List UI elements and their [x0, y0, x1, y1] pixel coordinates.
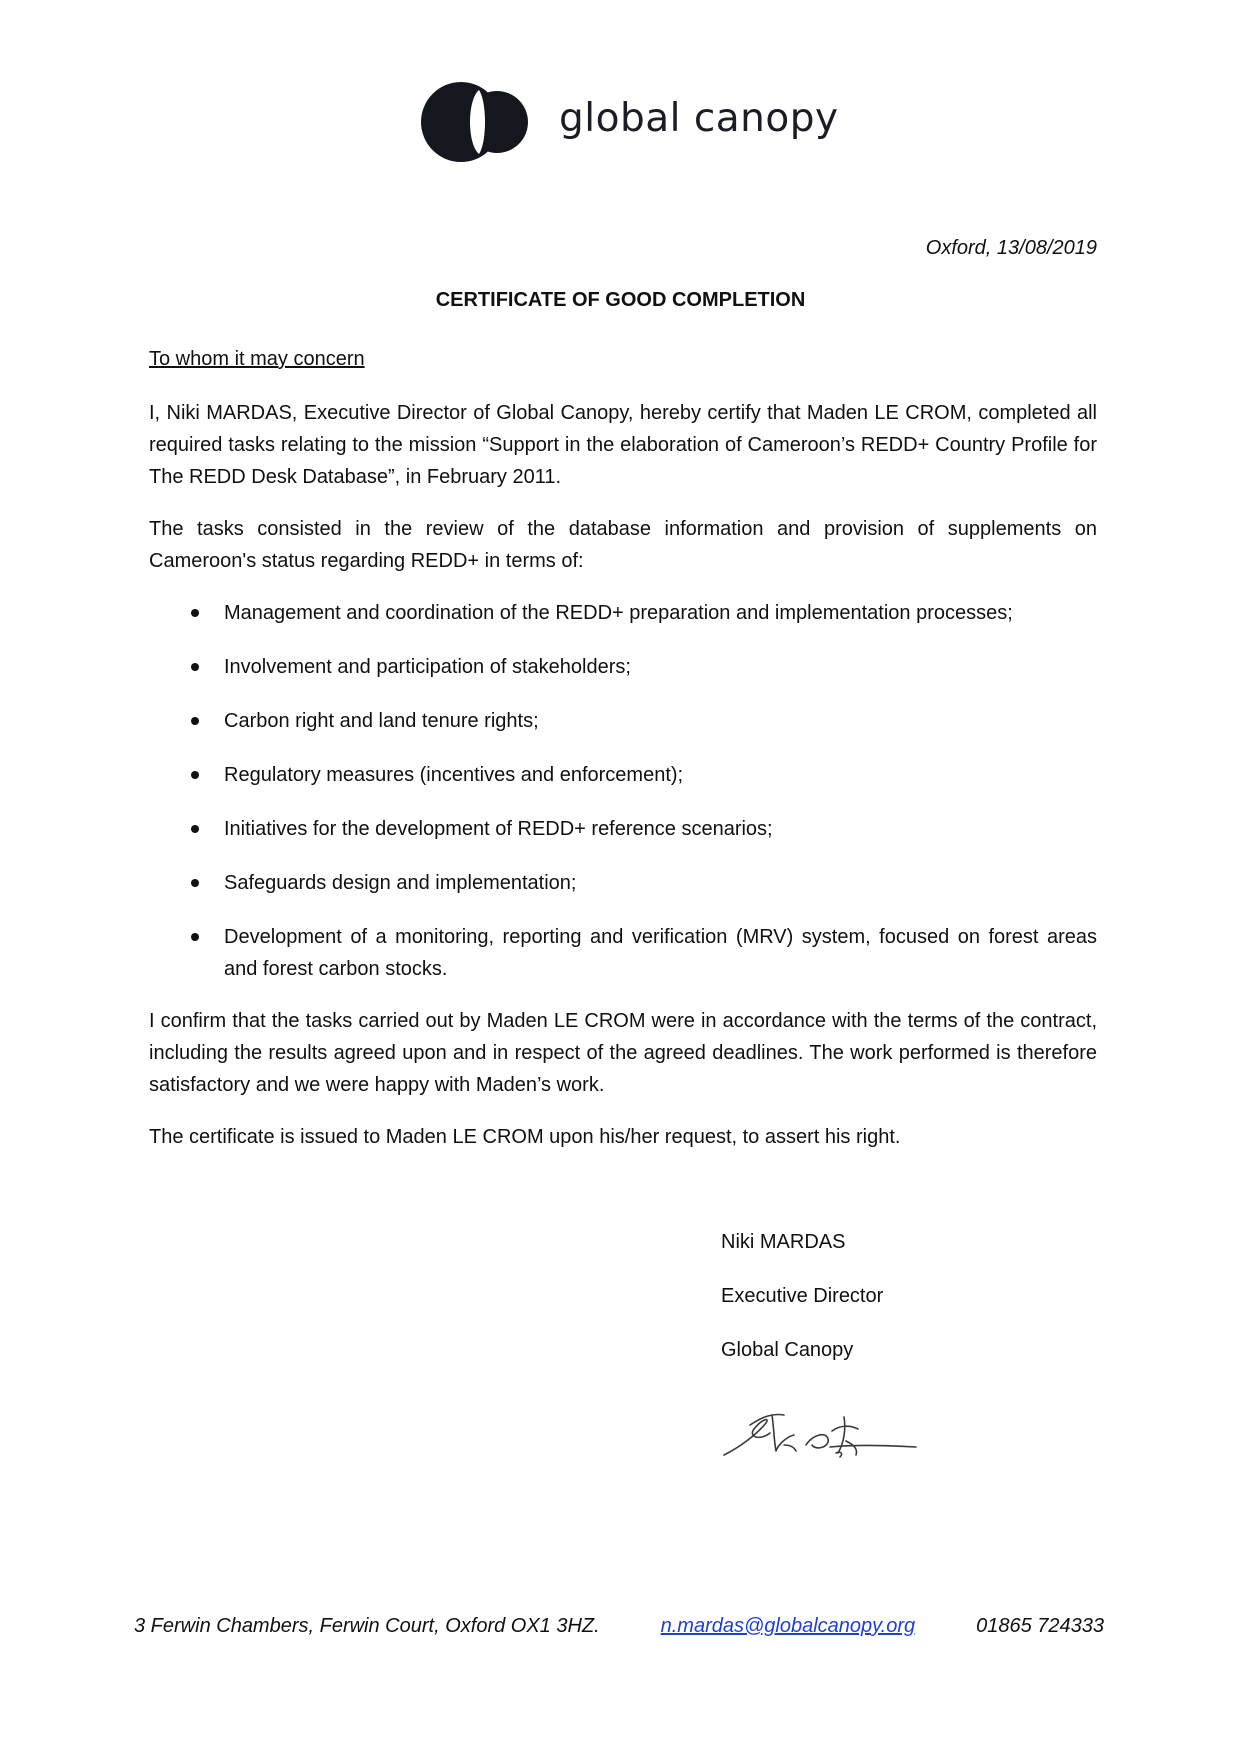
- letter-footer: [134, 1615, 1104, 1638]
- list-item: Management and coordination of the REDD+ preparation and implementation processes;: [149, 597, 1097, 629]
- list-item: Initiatives for the development of REDD+ reference scenarios;: [149, 813, 1097, 845]
- certificate-title: CERTIFICATE OF GOOD COMPLETION: [435, 289, 806, 311]
- signatory-organization: Global Canopy: [721, 1339, 854, 1361]
- tasks-list: [149, 597, 1097, 1007]
- list-item: Safeguards design and implementation;: [149, 867, 1097, 899]
- footer-email-link[interactable]: n.mardas@globalcanopy.org: [660, 1615, 916, 1637]
- logo-wordmark: global canopy: [559, 95, 839, 141]
- confirmation-paragraph: I confirm that the tasks carried out by Maden LE CROM were in accordance with the terms of the contract, including the results agreed upon and in respect of the agreed deadlines. The work performed is therefore satisfactory and we were happy with Maden’s work.: [149, 1010, 1097, 1096]
- list-item: Development of a monitoring, reporting and verification (MRV) system, focused on forest areas and forest carbon stocks.: [149, 921, 1097, 985]
- intro-paragraph: I, Niki MARDAS, Executive Director of Global Canopy, hereby certify that Maden LE CROM, completed all required tasks relating to the mission “Support in the elaboration of Cameroon’s REDD+ Country Profile for The REDD Desk Database”, in February 2011.: [149, 402, 1097, 488]
- issued-paragraph: The certificate is issued to Maden LE CROM upon his/her request, to assert his right.: [149, 1126, 901, 1148]
- list-item: Carbon right and land tenure rights;: [149, 705, 1097, 737]
- signatory-block: [721, 1226, 883, 1388]
- organization-logo: [421, 80, 839, 164]
- signatory-name: Niki MARDAS: [721, 1231, 846, 1253]
- list-item: Regulatory measures (incentives and enforcement);: [149, 759, 1097, 791]
- tasks-intro-paragraph: The tasks consisted in the review of the database information and provision of supplements on Cameroon's status regarding REDD+ in terms of:: [149, 518, 1097, 572]
- handwritten-signature: [720, 1395, 920, 1475]
- salutation: To whom it may concern: [149, 348, 365, 370]
- footer-phone: 01865 724333: [976, 1615, 1104, 1637]
- letter-date: Oxford, 13/08/2019: [925, 237, 1097, 259]
- logo-mark-icon: [421, 80, 531, 164]
- signatory-role: Executive Director: [721, 1285, 884, 1307]
- footer-address: 3 Ferwin Chambers, Ferwin Court, Oxford OX1 3HZ.: [134, 1615, 600, 1637]
- list-item: Involvement and participation of stakeholders;: [149, 651, 1097, 683]
